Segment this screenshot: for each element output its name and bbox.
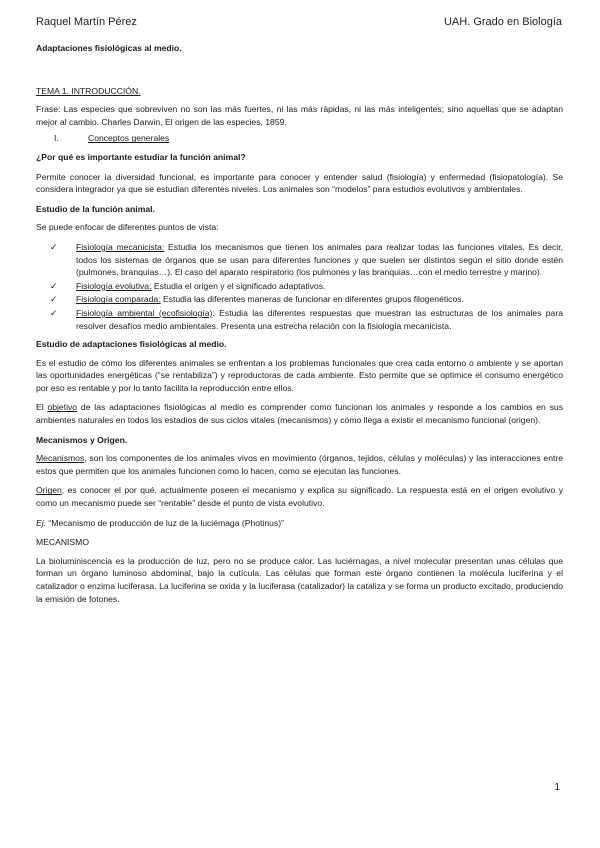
- term-objetivo: objetivo: [47, 402, 78, 413]
- paragraph-prefix: El: [36, 402, 48, 413]
- section-numeral: I.: [54, 133, 59, 144]
- list-item: [36, 280, 563, 293]
- checkmark-icon: ✓: [50, 307, 58, 318]
- paragraph-origen: [36, 484, 563, 509]
- paragraph-intro-points: Se puede enfocar de diferentes puntos de vista:: [36, 222, 219, 233]
- list-text: Estudia el origen y el significado adaptativos.: [151, 280, 326, 291]
- subheading-estudio-funcion: Estudio de la función animal.: [36, 203, 155, 214]
- list-item: [36, 241, 563, 279]
- checkmark-icon: ✓: [50, 294, 58, 305]
- example-text: “Mecanismo de producción de luz de la luciémaga (Photinus)”: [46, 517, 284, 528]
- checkmark-icon: ✓: [50, 241, 58, 252]
- list-text: : Estudia las diferentes respuestas que muestran las estructuras de los animales para resolver desafíos medio ambientales. Presenta una estrecha relación con la fisiología mecanicista.: [76, 307, 563, 331]
- mecanismo-heading: MECANISMO: [36, 537, 89, 548]
- paragraph-text: , es conocer el por qué, actualmente poseen el mecanismo y explica su significado. La respuesta está en el origen evolutivo y como un mecanismo puede ser “rentable” desde el punto de vista evolutivo.: [36, 485, 563, 509]
- document-body: [36, 42, 563, 612]
- example-line: [36, 517, 563, 530]
- paragraph-importance: Permite conocer la diversidad funcional, es importante para conocer y entender salud (fisiología) y enfermedad (fisiopatología). Se considera integrador ya que se estudian diferentes niveles. Los animales son “modelos” para estudios evolutivos y ambientales.: [36, 171, 563, 195]
- list-term: Fisiología ambiental (ecofisiología): [76, 307, 213, 318]
- paragraph-adaptaciones: Es el estudio de cómo los diferentes animales se enfrentan a los problemas funcionales que crea cada entorno o ambiente y se aportan las oportunidades energéticas (“se rentabiliza”) y reproductoras de cada ambiente. Esto permite que se optimice el consumo energético por eso es rentable y por lo tanto facilita la reproducción entre ellos.: [36, 357, 563, 393]
- checkmark-icon: ✓: [50, 280, 58, 291]
- subheading-mecanismos-origen: Mecanismos y Origen.: [36, 434, 128, 445]
- section-title: Conceptos generales: [88, 133, 170, 144]
- term-origen: Origen: [36, 485, 62, 496]
- header-author: Raquel Martín Pérez: [36, 16, 137, 28]
- list-item: [36, 293, 563, 306]
- list-text: Estudia las diferentes maneras de funcionar en diferentes grupos filogenéticos.: [160, 294, 464, 305]
- paragraph-objetivo: [36, 401, 563, 426]
- header-course: UAH. Grado en Biología: [443, 16, 562, 28]
- paragraph-bioluminiscencia: La bioluminiscencia es la producción de luz, pero no se produce calor. Las luciérnagas, a nivel molecular presentan unas células que forman un órgano luminoso abdominal, bajo la cutícula. Las células que forman este órgano contienen la molécula luciferina y el catalizador o enzima luciferasa. La luciferina se oxida y la luciferasa (catalizador) la cataliza y se forma un producto excitado, produciendo la emisión de fotones.: [36, 555, 563, 604]
- page-number: 1: [554, 782, 560, 793]
- term-mecanismos: Mecanismos: [36, 453, 85, 464]
- paragraph-mecanismos: [36, 452, 563, 477]
- section-heading: [36, 132, 563, 145]
- document-title: Adaptaciones fisiológicas al medio.: [36, 43, 182, 53]
- paragraph-text: , son los componentes de los animales vivos en movimiento (órganos, tejidos, células y moléculas) y las interacciones entre estos que permiten que los animales funcionen como lo hacen, como se ejecutan las funciones.: [36, 453, 563, 476]
- list-text: Estudia los mecanismos que tienen los animales para realizar todas las funciones vitales. Es decir, todos los sistemas de órganos que se usan para diferentes funciones y que suelen ser distintos según el sitio donde estén (pulmones, branquias…). El caso del aparato respiratorio (los pulmones y las branquias…con el medio terrestre y marino).: [76, 241, 563, 278]
- checklist: [36, 241, 563, 332]
- subheading-adaptaciones: Estudio de adaptaciones fisiológicas al medio.: [36, 339, 227, 350]
- list-term: Fisiología evolutiva:: [76, 280, 152, 291]
- paragraph-text: de las adaptaciones fisiológicas al medio es comprender como funcionan los animales y responde a los cambios en sus ambientes naturales en todos los estadios de sus ciclos vitales (mecanismos) y cómo llega a existir el mecanismo funcional (origen).: [36, 402, 563, 426]
- example-label: Ej.: [36, 517, 47, 528]
- list-item: [36, 307, 563, 332]
- darwin-quote: Frase: Las especies que sobreviven no son las más fuertes, ni las más rápidas, ni las más inteligentes; sino aquellas que se adaptan mejor al cambio. Charles Darwin, El origen de las especies, 1859.: [36, 104, 563, 127]
- list-term: Fisiología mecanicista:: [76, 241, 165, 252]
- list-term: Fisiología comparada:: [76, 294, 161, 305]
- question-heading: ¿Por qué es importante estudiar la función animal?: [36, 151, 246, 162]
- tema-heading: TEMA 1. INTRODUCCIÓN.: [36, 85, 141, 96]
